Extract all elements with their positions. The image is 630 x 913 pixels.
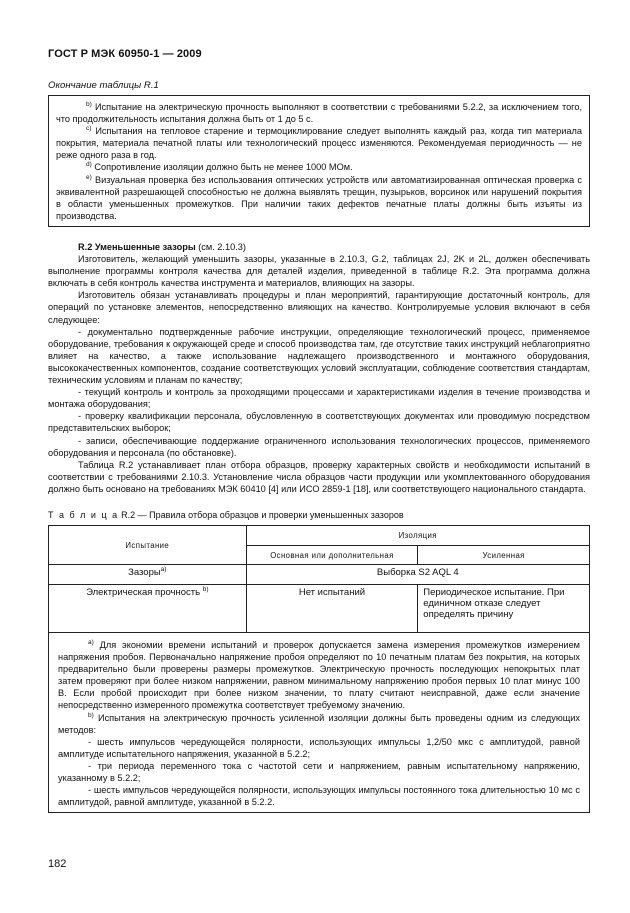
section-paragraph-1: Изготовитель, желающий уменьшить зазоры, указанные в 2.10.3, G.2, таблицах 2J, 2K и 2L, должен обеспечивать выполнение программы контроля качества для деталей изделия, приведенной в таблице R.2. Эта программа должна включать в себя контроль качества инструмента и материалов, влияющих на зазоры. [48,254,590,289]
table-note-a: $^{a)}$ Для экономии времени испытаний и проверок допускается замена измерения промежутков измерением напряжения пробоя. Первоначально напряжение пробоя определяют по 10 печатным платам без покрытия, на которых предварительно были проверены размеры промежутков. Электрическую прочность последующих непокрытых плат затем проверяют при более низком напряжении, равном минимальному напряжению пробоя первых 10 плат минус 100 В. Если пробой происходит при более низком значении, то плату считают неисправной, даже если значение непосредственно измеренного промежутка соответствует требуемому значению. [58,638,580,711]
header-basic: Основная или дополнительная [246,546,418,565]
prev-note-d: $^{d)}$ Сопротивление изоляции должно быть не менее 1000 МОм. [86,161,353,173]
section-paragraph-3: Таблица R.2 устанавливает план отбора образцов, проверку характерных свойств и необходимости испытаний в соответствии с требованиями 2.10.3. Установление числа образцов части продукции или укомплектованного оборудования должно быть основано на требованиях МЭК 60410 [4] или ИСО 2859-1 [18], или соответствующего национального стандарта. [48,459,590,494]
header-test: Испытание [49,526,247,565]
prev-note-b: $^{b)}$ Испытание на электрическую прочность выполняют в соответствии с требованиями 5.2.2, за исключением того, что продолжительность испытания должна быть от 1 до 5 с. [56,100,582,125]
method-item: - три периода переменного тока с частотой сети и напряжением, равным испытательному напряжению, указанному в 5.2.2; [58,760,580,784]
table-note-b: $^{b)}$ Испытания на электрическую прочность усиленной изоляции должны быть проведены одним из следующих методов: [58,711,580,735]
list-item: - текущий контроль и контроль за проходящими процессами и характеристиками изделия в течение производства и монтажа оборудования; [48,387,590,410]
row-electric-strength-reinforced: Периодическое испытание. При единичном отказе следует определять причину [418,585,590,633]
list-item: - записи, обеспечивающие поддержание ограниченного использования технологических процессов, применяемого оборудования и персонала (по обстановке). [48,435,590,458]
table-continuation-title: Окончание таблицы R.1 [48,80,159,91]
section-r2 [48,241,590,495]
method-item: - шесть импульсов чередующейся полярности, использующих импульсы постоянного тока длительностью 10 мс с амплитудой, равной амплитуде, указанной в 5.2.2. [58,785,580,808]
row-clearances-test: Зазоры$^{a)}$ [49,565,247,585]
prev-note-e: $^{e)}$ Визуальная проверка без использования оптических устройств или автоматизированная оптическая проверка с эквивалентной разрешающей способностью не должна выявлять трещин, пузырьков, ворсинок или нарушений покрытия в области уменьшенных промежутков. При наличии таких дефектов печатные платы должны быть изъяты из производства. [56,173,583,221]
prev-note-c: $^{c)}$ Испытания на тепловое старение и термоциклирование следует выполнять каждый раз, когда тип материала покрытия, материала печатной платы или технологический процесс изменяются. Рекомендуемая периодичность — не реже одного раза в год. [56,125,582,161]
table-caption: Т а б л и ц а R.2 — Правила отбора образцов и проверки уменьшенных зазоров [48,510,404,520]
list-item: - проверку квалификации персонала, обусловленную в соответствующих документах или проводимую посредством представительских выборок; [48,411,590,434]
section-title: R.2 Уменьшенные зазоры (см. 2.10.3) [78,242,246,252]
row-electric-strength-basic: Нет испытаний [246,585,418,633]
table-notes [49,633,590,813]
document-header: ГОСТ Р МЭК 60950-1 — 2009 [48,48,202,60]
header-reinforced: Усиленная [418,546,590,565]
section-paragraph-2: Изготовитель обязан устанавливать процедуры и план мероприятий, гарантирующие достаточный контроль, для операций по установке элементов, непосредственно влияющих на качество. Контролируемые условия включают в себя следующее: [48,290,590,325]
page-number: 182 [48,858,67,870]
method-item: - шесть импульсов чередующейся полярности, использующих импульсы 1,2/50 мкс с амплитудой, равной амплитуде испытательного напряжения, указанной в 5.2.2; [58,736,580,759]
previous-table-notes-box [48,95,590,227]
list-item: - документально подтвержденные рабочие инструкции, определяющие технологический процесс, применяемое оборудование, требования к окружающей среде и способ производства там, где отсутствие таких инструкций неблагоприятно влияет на качество, а также использование надлежащего производственного и монтажного оборудования, высококачественных компонентов, создание соответствующих условий эксплуатации, соблюдение соответствия стандартам, техническим условиям и планам по качеству; [48,326,590,386]
sampling-table [48,525,590,813]
row-clearances-value: Выборка S2 AQL 4 [246,565,589,585]
header-insulation: Изоляция [246,526,589,546]
row-electric-strength-test: Электрическая прочность $^{b)}$ [49,585,247,633]
